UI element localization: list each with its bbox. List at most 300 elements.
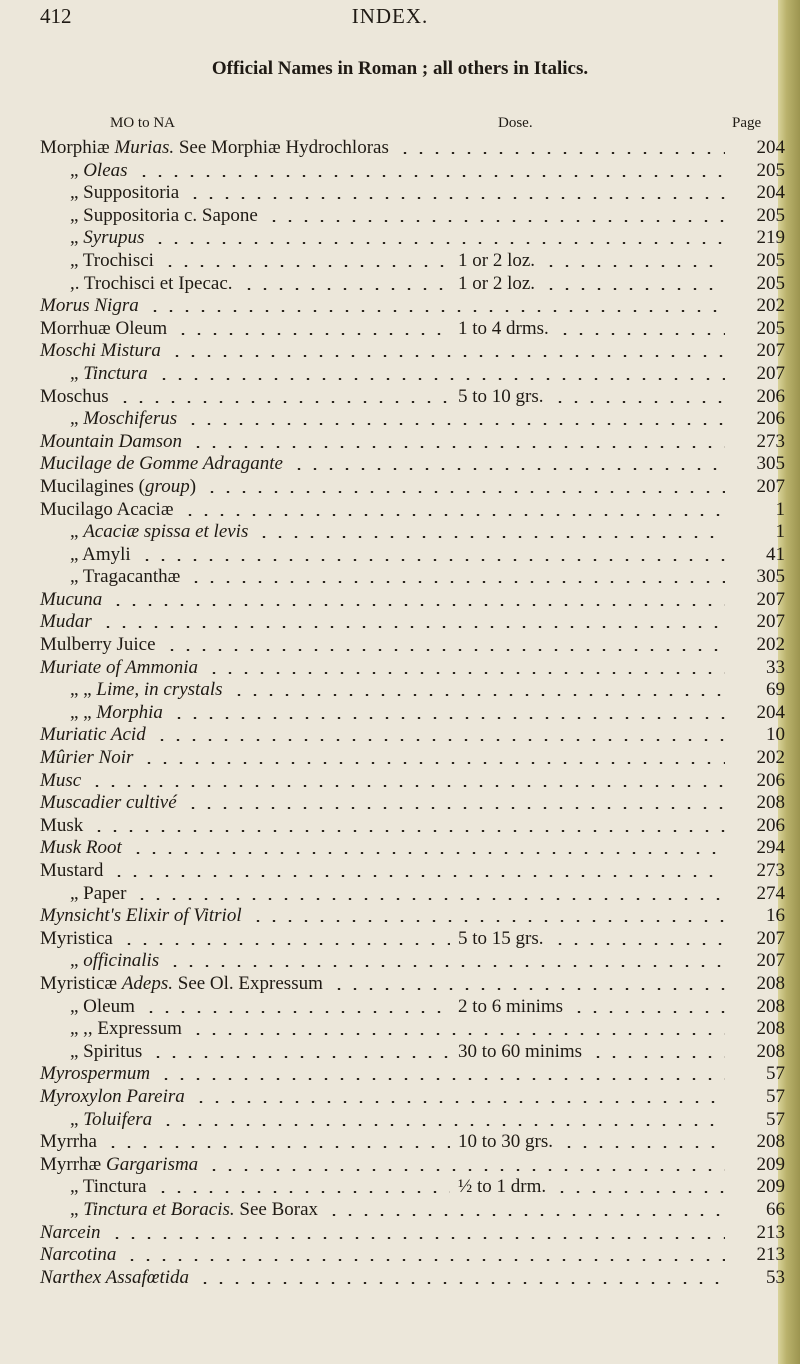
entry-name [40,453,283,476]
entry-page: 273 [756,430,785,452]
entry-name-italic: Syrupus [83,227,145,249]
index-entry [0,1267,800,1290]
entry-page: 219 [756,227,785,249]
index-entry [0,431,800,454]
entry-name-italic: group [145,475,190,497]
entry-name-italic: Musc [40,769,82,791]
leader-dots [141,762,725,764]
entry-name [40,431,182,454]
entry-name-roman: „ Paper [70,882,127,904]
entry-name [70,205,258,228]
entry-name [70,1018,182,1041]
entry-name [40,295,139,318]
index-entry [0,363,800,386]
entry-name [70,996,135,1019]
leader-dots [164,649,725,651]
entry-page: 53 [766,1266,785,1288]
entry-page: 208 [756,1040,785,1062]
index-entry [0,1063,800,1086]
entry-name-italic: Mountain Damson [40,430,182,452]
entry-name [70,521,248,544]
entry-dose: 1 or 2 loz. [458,249,536,271]
entry-name-italic: Mûrier Noir [40,747,134,769]
leader-dots [185,423,725,425]
entry-name-roman: Moschus [40,385,109,407]
entry-name [40,973,323,996]
leader-dots [182,514,725,516]
entry-name [40,1267,189,1290]
leader-dots [291,468,725,470]
leader-dots [543,288,725,290]
entry-name-italic: Mucilage de Gomme Adragante [40,453,283,475]
index-entry [0,499,800,522]
entry-name-roman: Myrrhæ [40,1153,106,1175]
entry-page: 204 [756,701,785,723]
entry-page: 1 [775,521,785,543]
entry-page: 205 [756,159,785,181]
entry-name-italic: Narthex Assafœtida [40,1266,190,1288]
entry-name-roman: Myrrha [40,1131,97,1153]
index-entry [0,905,800,928]
index-entry [0,702,800,725]
entry-name [70,679,223,702]
entry-name [40,724,146,747]
entry-name-roman: Mulberry Juice [40,634,156,656]
leader-dots [105,1146,450,1148]
entry-page: 1 [775,498,785,520]
entry-name [70,1109,152,1132]
index-entry [0,273,800,296]
leader-dots [231,694,725,696]
entry-name-roman: „ Trochisci [70,249,154,271]
leader-dots [557,333,725,335]
index-entry [0,340,800,363]
entry-name [70,227,144,250]
page-header-label: Page [732,115,762,131]
index-entry [0,883,800,906]
entry-page: 305 [756,453,785,475]
leader-dots [185,807,725,809]
entry-page: 209 [756,1153,785,1175]
leader-dots [117,401,450,403]
entry-name [40,928,113,951]
leader-dots [167,965,725,967]
entry-page: 274 [756,882,785,904]
leader-dots [154,739,725,741]
index-entry [0,1222,800,1245]
index-entry [0,1018,800,1041]
entry-page: 16 [766,905,785,927]
entry-name [40,747,133,770]
index-entry [0,318,800,341]
entry-name-roman: Morrhuæ Oleum [40,317,168,339]
entry-dose: 2 to 6 minims [458,995,564,1017]
entry-name [70,1041,142,1064]
index-entry [0,928,800,951]
leader-dots [158,1078,725,1080]
entry-dose: 1 or 2 loz. [458,272,536,294]
leader-dots [124,1259,725,1261]
leader-dots [130,852,725,854]
entry-name [40,815,83,838]
entry-name-roman: Musk [40,814,84,836]
leader-dots [111,875,725,877]
entry-name [70,883,126,906]
entry-name [40,318,167,341]
entry-name-roman: „ [70,521,84,543]
entry-page: 205 [756,317,785,339]
index-entry [0,227,800,250]
entry-page: 66 [766,1198,785,1220]
index-entry [0,679,800,702]
leader-dots [160,1124,725,1126]
entry-page: 209 [756,1176,785,1198]
index-entry [0,860,800,883]
entry-page: 10 [766,724,785,746]
leader-dots [397,152,725,154]
leader-dots [554,1191,725,1193]
entry-page: 208 [756,995,785,1017]
entry-name-roman: „ Suppositoria c. Sapone [70,204,258,226]
leader-dots [187,197,725,199]
leader-dots [250,920,725,922]
entry-page: 204 [756,182,785,204]
index-entry [0,295,800,318]
entry-name [40,1222,101,1245]
index-entry [0,544,800,567]
entry-name [40,1244,116,1267]
leader-dots [175,333,450,335]
leader-dots [121,943,450,945]
running-head: INDEX. [351,4,429,28]
entry-name [70,950,159,973]
leader-dots [91,830,725,832]
leader-dots [543,265,725,267]
leader-dots [147,310,725,312]
leader-dots [552,401,725,403]
entry-name [70,566,180,589]
leader-dots [190,1033,725,1035]
index-entry [0,453,800,476]
leader-dots [561,1146,725,1148]
entry-name-roman: See Borax [234,1198,319,1220]
entry-name-roman: See Ol. Expressum [173,972,323,994]
entry-name-roman: „ Suppositoria [70,182,180,204]
entry-page: 273 [756,860,785,881]
index-entry [0,137,800,160]
index-entry [0,250,800,273]
entry-name-roman: Myristica [40,927,113,949]
entry-name-roman: „ Oleum [70,995,135,1017]
entry-name-italic: Muriatic Acid [40,724,146,746]
entry-page: 202 [756,634,785,656]
entry-name-italic: officinalis [83,950,160,972]
entry-name-italic: Morus Nigra [40,295,139,317]
entry-name [40,386,109,409]
index-entry [0,476,800,499]
entry-name-italic: Adeps. [121,972,173,994]
entry-page: 208 [756,792,785,814]
entry-name-roman: „ ,, Expressum [70,1018,182,1040]
column-headers [0,115,800,135]
index-entry [0,950,800,973]
entry-name-italic: Lime, in crystals [96,679,223,701]
entry-name-roman: Mucilago Acaciæ [40,498,174,520]
leader-dots [193,1101,725,1103]
entry-name [40,905,242,928]
entry-name-italic: Tinctura et Boracis. [83,1198,235,1220]
entry-name [40,1063,150,1086]
entry-name-italic: Gargarisma [105,1153,199,1175]
entry-name-italic: Mucuna [40,588,103,610]
entry-name [40,137,389,160]
leader-dots [197,1282,725,1284]
leader-dots [266,220,725,222]
entry-name-italic: Narcotina [40,1244,117,1266]
entry-name [70,273,233,296]
entry-name-italic: Morphia [96,701,163,723]
entry-name-italic: Mynsicht's Elixir of Vitriol [40,905,242,927]
entry-name-roman: See Morphiæ Hydrochloras [174,137,389,158]
leader-dots [89,785,725,787]
leader-dots [162,265,450,267]
leader-dots [150,1056,450,1058]
entry-page: 207 [756,611,785,633]
entry-page: 202 [756,747,785,769]
entry-name-italic: Moschiferus [83,408,178,430]
entry-name-roman: „ [70,227,84,249]
index-entry [0,160,800,183]
entry-name [70,544,131,567]
range-header: MO to NA [110,115,176,131]
index-entry [0,521,800,544]
index-entry [0,996,800,1019]
leader-dots [326,1214,725,1216]
index-entry [0,837,800,860]
index-subtitle: Official Names in Roman ; all others in Italics. [211,58,589,79]
entry-name-italic: Musk Root [40,837,122,859]
index-entry [0,792,800,815]
entry-page: 206 [756,408,785,430]
entry-name-roman: „ Tinctura [70,1176,147,1198]
entry-name [70,160,128,183]
entry-page: 33 [766,656,785,678]
entry-name [70,408,177,431]
entry-name-roman: „ [70,159,84,181]
entry-name-roman: Mucilagines ( [40,475,146,497]
entry-name [40,1086,185,1109]
entry-name [40,1154,198,1177]
entry-page: 206 [756,385,785,407]
entry-name [70,1199,318,1222]
entry-dose: 5 to 10 grs. [458,385,544,407]
entry-page: 208 [756,1018,785,1040]
entry-page: 69 [766,679,785,701]
entry-page: 57 [766,1085,785,1107]
entry-page: 57 [766,1063,785,1085]
index-entry [0,1244,800,1267]
entry-name [40,611,92,634]
entry-name-italic: Toluifera [83,1108,153,1130]
entry-dose: 1 to 4 drms. [458,317,549,339]
leader-dots [206,1169,725,1171]
index-entry [0,815,800,838]
entry-page: 208 [756,972,785,994]
entry-page: 205 [756,272,785,294]
leader-dots [171,717,725,719]
index-entry [0,589,800,612]
entry-page: 202 [756,295,785,317]
entry-page: 207 [756,950,785,972]
leader-dots [241,288,450,290]
entry-name-roman: „ Amyli [70,543,131,565]
leader-dots [552,943,725,945]
entry-dose: 5 to 15 grs. [458,927,544,949]
entry-name [40,340,161,363]
entry-page: 207 [756,362,785,384]
entry-page: 213 [756,1221,785,1243]
entry-page: 206 [756,769,785,791]
entry-name-roman: „ [70,1108,84,1130]
entry-page: 207 [756,340,785,362]
page-number: 412 [40,4,72,28]
leader-dots [190,446,725,448]
entry-name-italic: Narcein [40,1221,101,1243]
entry-name-roman: „ [70,362,84,384]
entry-name-roman: „ [70,408,84,430]
entry-name-italic: Oleas [83,159,128,181]
entry-name [40,634,156,657]
index-entry [0,408,800,431]
entry-name-italic: Murias. [114,137,175,158]
entry-page: 213 [756,1244,785,1266]
index-entry [0,386,800,409]
entry-name [70,250,154,273]
entry-name [40,476,196,499]
entry-name-roman: „ „ [70,679,97,701]
entry-page: 207 [756,588,785,610]
leader-dots [109,1237,725,1239]
entry-name-roman: „ [70,950,84,972]
index-entry [0,1109,800,1132]
index-entry [0,1176,800,1199]
page-header [40,4,740,34]
entry-page: 206 [756,814,785,836]
index-entry [0,747,800,770]
index-entry [0,724,800,747]
index-entry [0,611,800,634]
entry-name [40,770,81,793]
index-entry [0,1086,800,1109]
leader-dots [100,626,725,628]
index-entry [0,205,800,228]
entry-name-italic: Muriate of Ammonia [40,656,198,678]
entry-page: 205 [756,204,785,226]
leader-dots [204,491,725,493]
leader-dots [110,604,725,606]
entry-name-italic: Muscadier cultivé [40,792,177,814]
index-entry [0,182,800,205]
entry-name-italic: Myrospermum [40,1063,151,1085]
index-entry [0,1154,800,1177]
entry-name [40,1131,97,1154]
entry-name [40,589,102,612]
entry-name [40,657,198,680]
leader-dots [256,536,725,538]
leader-dots [188,581,725,583]
leader-dots [143,1011,450,1013]
entry-page: 205 [756,249,785,271]
entry-name-roman: Myristicæ [40,972,122,994]
entry-name-italic: Moschi Mistura [40,340,161,362]
entry-name-roman: „ Tragacanthæ [70,566,181,588]
leader-dots [169,355,725,357]
entry-name [70,1176,147,1199]
dose-header: Dose. [498,115,533,131]
index-entry [0,634,800,657]
entry-page: 305 [756,566,785,588]
entry-name-roman: Mustard [40,860,104,881]
entry-name-italic: Acaciæ spissa et levis [83,521,249,543]
entry-page: 208 [756,1131,785,1153]
leader-dots [155,1191,450,1193]
index-entry [0,1199,800,1222]
index-entry [0,770,800,793]
entry-name [70,182,179,205]
leader-dots [206,672,725,674]
entry-page: 207 [756,475,785,497]
entry-name [70,702,163,725]
entry-name-roman: ) [189,475,197,497]
entry-name-italic: Tinctura [83,362,148,384]
index-entry [0,1131,800,1154]
entry-dose: 30 to 60 minims [458,1040,583,1062]
entry-page: 207 [756,927,785,949]
entry-page: 204 [756,137,785,158]
leader-dots [136,175,725,177]
entry-name-roman: „ „ [70,701,97,723]
entry-dose: ½ to 1 drm. [458,1176,547,1198]
entry-name [40,792,177,815]
index-entry [0,566,800,589]
entry-name [70,363,148,386]
entry-name-italic: Mudar [40,611,92,633]
entry-page: 41 [766,543,785,565]
entry-page: 57 [766,1108,785,1130]
entry-name-roman: ,. Trochisci et Ipecac. [70,272,233,294]
entry-page: 294 [756,837,785,859]
entry-name [40,860,103,883]
leader-dots [134,898,725,900]
leader-dots [331,988,725,990]
leader-dots [571,1011,725,1013]
leader-dots [152,242,725,244]
leader-dots [590,1056,725,1058]
entry-name-roman: „ [70,1198,84,1220]
entry-name [40,499,174,522]
index-entries [0,137,800,1289]
index-entry [0,1041,800,1064]
entry-name-roman: Morphiæ [40,137,115,158]
leader-dots [156,378,725,380]
index-entry [0,657,800,680]
entry-name-roman: „ Spiritus [70,1040,143,1062]
entry-name-italic: Myroxylon Pareira [40,1085,185,1107]
entry-dose: 10 to 30 grs. [458,1131,553,1153]
index-entry [0,973,800,996]
entry-name [40,837,122,860]
leader-dots [139,559,725,561]
